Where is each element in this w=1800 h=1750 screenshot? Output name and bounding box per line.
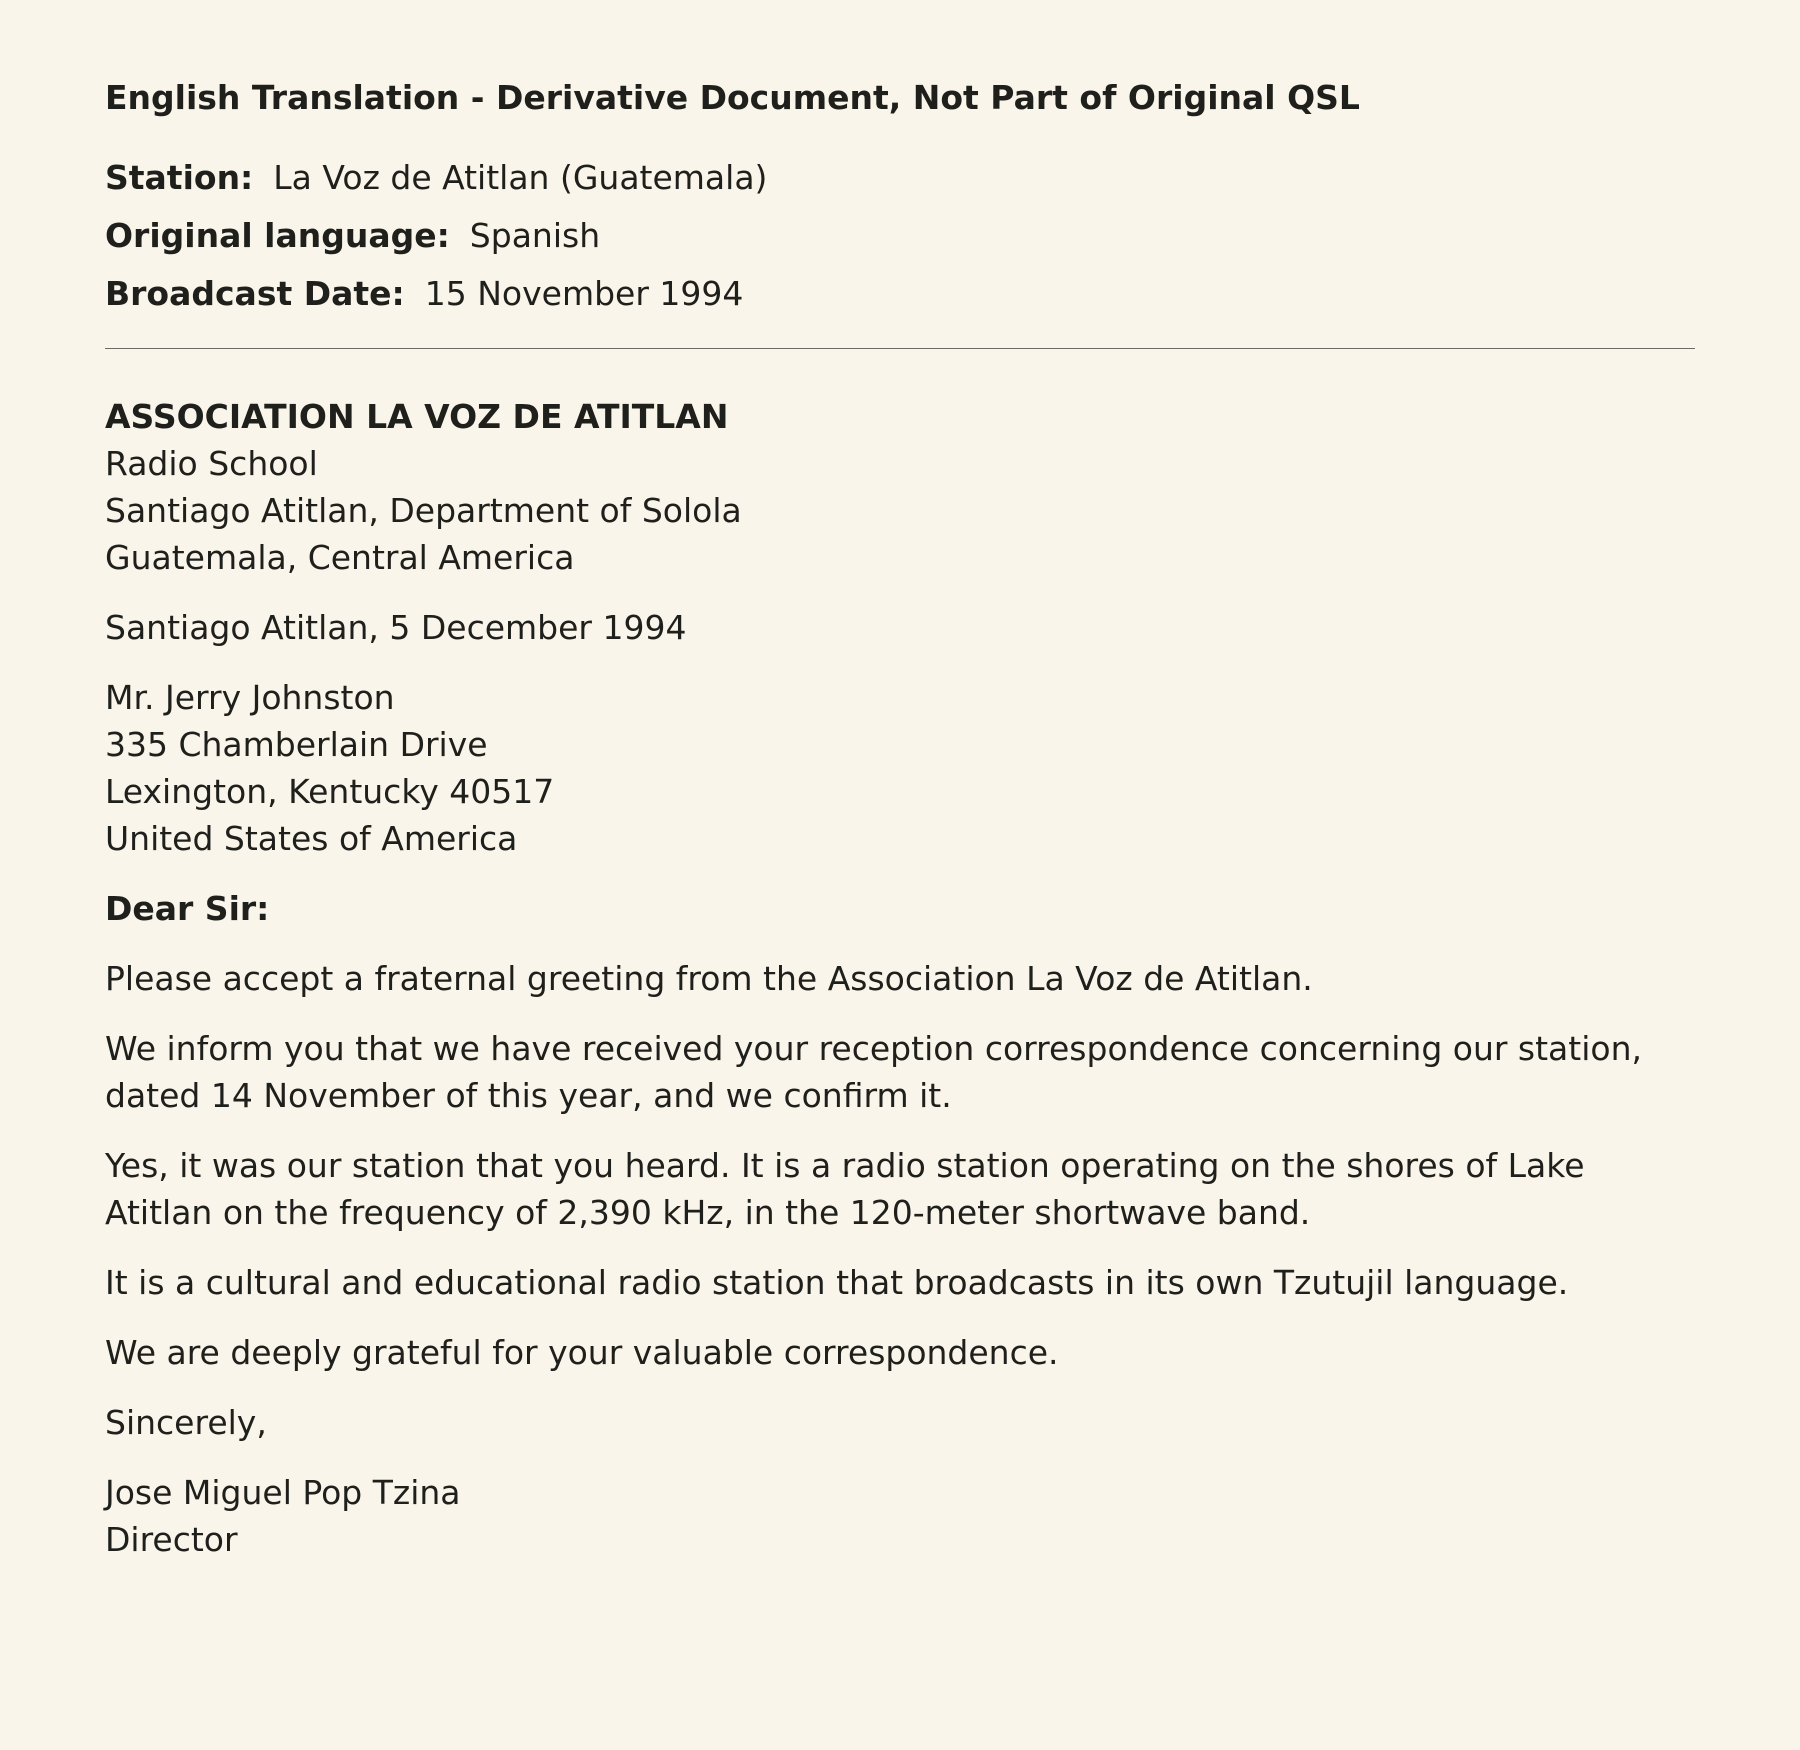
closing: Sincerely, xyxy=(105,1403,267,1442)
recipient-country: United States of America xyxy=(105,819,518,858)
meta-language xyxy=(105,214,1695,272)
paragraph-thanks: We are deeply grateful for your valuable correspondence. xyxy=(105,1333,1059,1372)
meta-language-label: Original language: xyxy=(105,216,450,255)
sender-line-2: Santiago Atitlan, Department of Solola xyxy=(105,491,742,530)
sender-name: ASSOCIATION LA VOZ DE ATITLAN xyxy=(105,397,729,436)
meta-broadcast-date xyxy=(105,272,1695,330)
meta-broadcast-date-value: 15 November 1994 xyxy=(424,274,744,313)
meta-station-label: Station: xyxy=(105,158,254,197)
recipient-street: 335 Chamberlain Drive xyxy=(105,725,488,764)
recipient-city: Lexington, Kentucky 40517 xyxy=(105,772,555,811)
header-divider xyxy=(105,348,1695,349)
salutation: Dear Sir: xyxy=(105,889,270,928)
letter-body xyxy=(105,393,1695,1563)
sender-line-3: Guatemala, Central America xyxy=(105,538,575,577)
meta-broadcast-date-label: Broadcast Date: xyxy=(105,274,405,313)
meta-station xyxy=(105,156,1695,214)
recipient-block xyxy=(105,674,1695,862)
meta-language-value: Spanish xyxy=(469,216,601,255)
paragraph-greeting: Please accept a fraternal greeting from the Association La Voz de Atitlan. xyxy=(105,959,1313,998)
place-date: Santiago Atitlan, 5 December 1994 xyxy=(105,608,687,647)
paragraph-frequency: Yes, it was our station that you heard. It is a radio station operating on the shores of Lake Atitlan on the frequency of 2,390 kHz, in the 120-meter shortwave band. xyxy=(105,1146,1585,1232)
paragraph-language: It is a cultural and educational radio station that broadcasts in its own Tzutujil language. xyxy=(105,1263,1569,1302)
meta-station-value: La Voz de Atitlan (Guatemala) xyxy=(273,158,768,197)
signatory-name: Jose Miguel Pop Tzina xyxy=(105,1473,461,1512)
recipient-name: Mr. Jerry Johnston xyxy=(105,678,395,717)
sender-line-1: Radio School xyxy=(105,444,318,483)
sender-block xyxy=(105,393,1695,581)
signatory-title: Director xyxy=(105,1520,238,1559)
document-title: English Translation - Derivative Document, Not Part of Original QSL xyxy=(105,78,1360,117)
signature-block xyxy=(105,1469,1695,1563)
paragraph-confirmation: We inform you that we have received your reception correspondence concerning our station, dated 14 November of this year, and we confirm it. xyxy=(105,1029,1642,1115)
